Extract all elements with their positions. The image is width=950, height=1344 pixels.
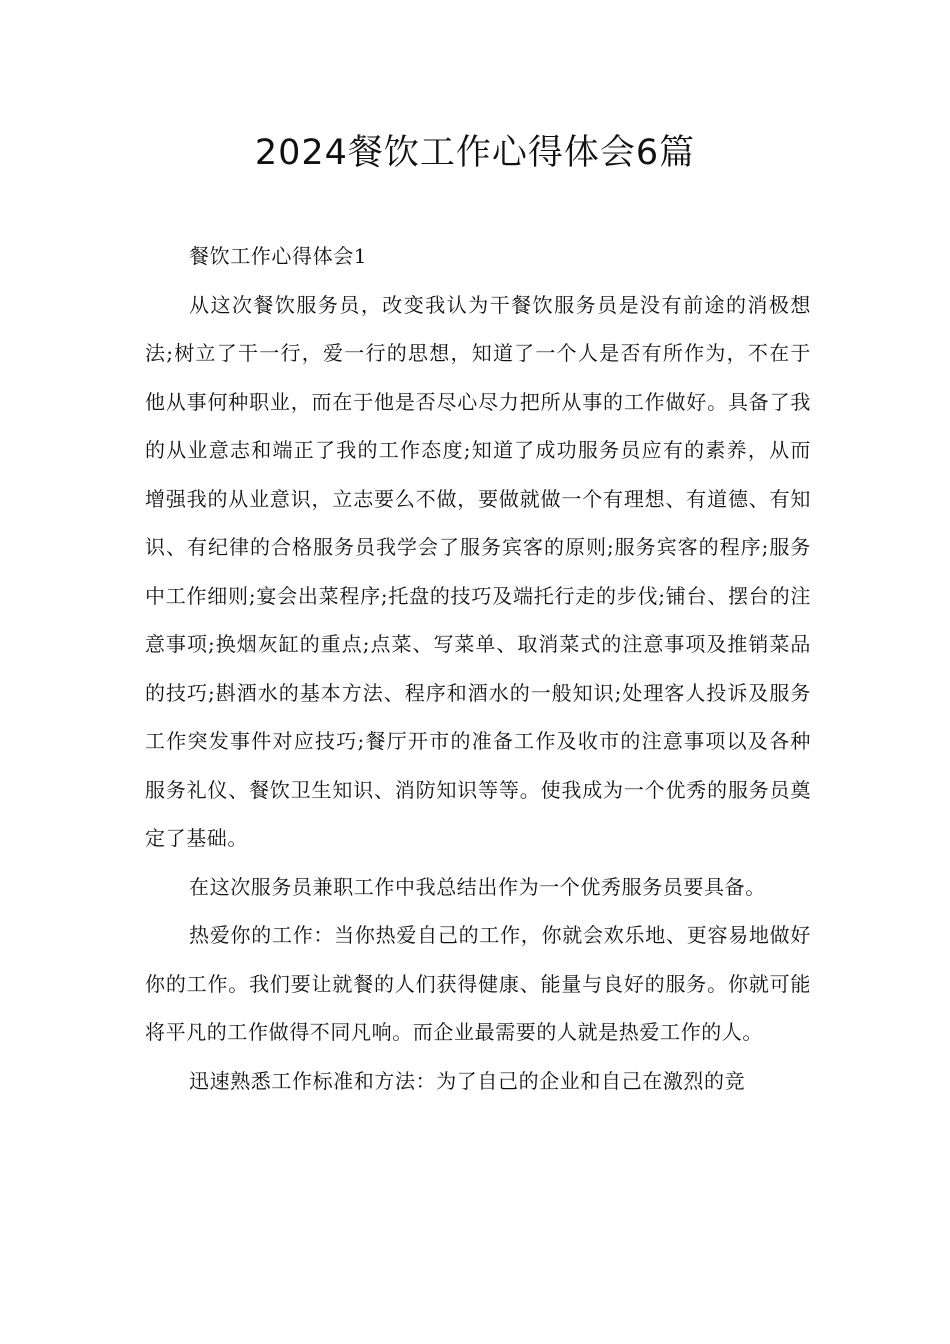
paragraph: 迅速熟悉工作标准和方法：为了自己的企业和自己在激烈的竞 (189, 1068, 746, 1093)
document-title: 2024餐饮工作心得体会6篇 (254, 133, 696, 173)
document-body (145, 232, 811, 1105)
section-heading: 餐饮工作心得体会1 (189, 244, 368, 268)
paragraph: 从这次餐饮服务员，改变我认为干餐饮服务员是没有前途的消极想法;树立了干一行，爱一行的思想，知道了一个人是否有所作为，不在于他从事何种职业，而在于他是否尽心尽力把所从事的工作做好。具备了我的从业意志和端正了我的工作态度;知道了成功服务员应有的素养，从而增强我的从业意识，立志要么不做，要做就做一个有理想、有道德、有知识、有纪律的合格服务员我学会了服务宾客的原则;服务宾客的程序;服务中工作细则;宴会出菜程序;托盘的技巧及端托行走的步伐;铺台、摆台的注意事项;换烟灰缸的重点;点菜、写菜单、取消菜式的注意事项及推销菜品的技巧;斟酒水的基本方法、程序和酒水的一般知识;处理客人投诉及服务工作突发事件对应技巧;餐厅开市的准备工作及收市的注意事项以及各种服务礼仪、餐饮卫生知识、消防知识等等。使我成为一个优秀的服务员奠定了基础。 (145, 292, 811, 850)
paragraph: 在这次服务员兼职工作中我总结出作为一个优秀服务员要具备。 (189, 874, 766, 899)
paragraph: 热爱你的工作：当你热爱自己的工作，你就会欢乐地、更容易地做好你的工作。我们要让就餐的人们获得健康、能量与良好的服务。你就可能将平凡的工作做得不同凡响。而企业最需要的人就是热爱工作的人。 (145, 923, 811, 1044)
